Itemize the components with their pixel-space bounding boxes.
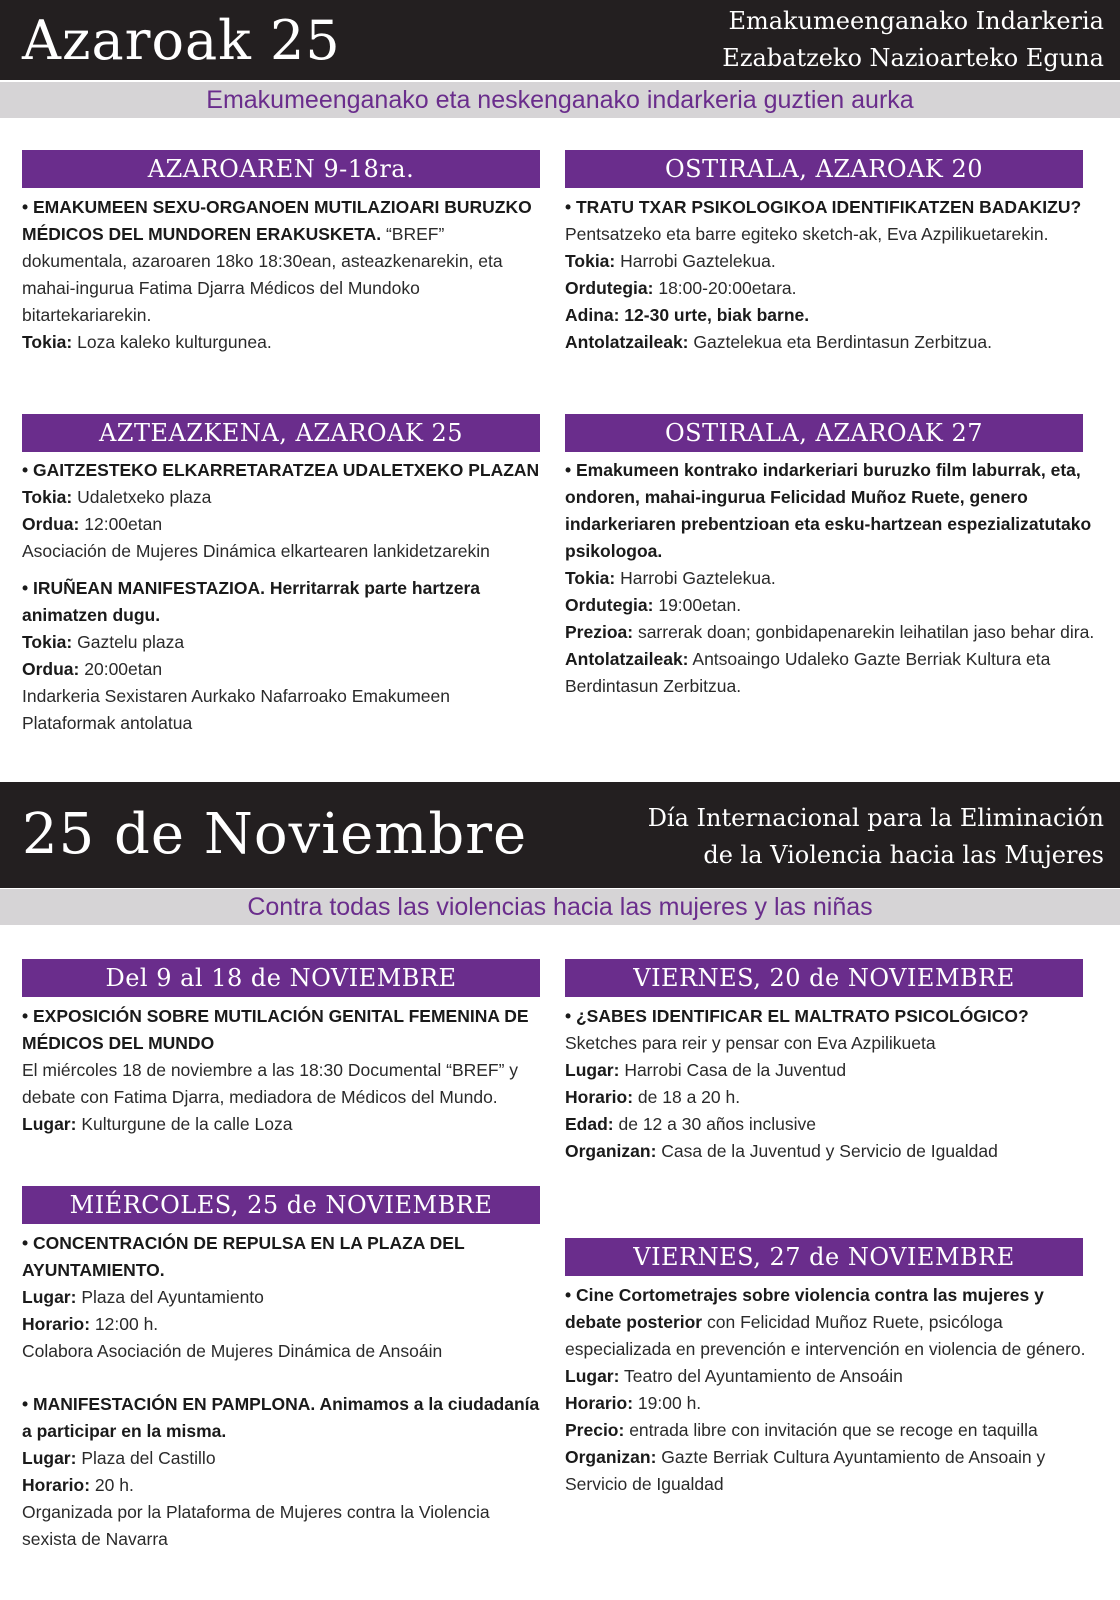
- es-section-4: [565, 1282, 1095, 1498]
- eu-section-4: [565, 457, 1095, 700]
- eu-banner-right-line1: Emakumeenganako Indarkeria: [728, 7, 1104, 35]
- event-age: Edad: de 12 a 30 años inclusive: [565, 1114, 816, 1134]
- eu-banner: [0, 0, 1120, 80]
- eu-section-1: [22, 194, 542, 356]
- event-location: Tokia: Harrobi Gaztelekua.: [565, 568, 776, 588]
- event-location: Tokia: Loza kaleko kulturgunea.: [22, 332, 272, 352]
- eu-heading-1: AZAROAREN 9-18ra.: [22, 150, 540, 188]
- event-title: • EXPOSICIÓN SOBRE MUTILACIÓN GENITAL FEMENINA DE MÉDICOS DEL MUNDO: [22, 1006, 529, 1053]
- event-title: • MANIFESTACIÓN EN PAMPLONA. Animamos a la ciudadanía a participar en la misma.: [22, 1394, 540, 1441]
- es-heading-2: VIERNES, 20 de NOVIEMBRE: [565, 959, 1083, 997]
- es-banner-right-line1: Día Internacional para la Eliminación: [647, 804, 1104, 832]
- event-time: Horario: 12:00 h.: [22, 1314, 159, 1334]
- eu-banner-title: Azaroak 25: [22, 9, 341, 72]
- event-description: Pentsatzeko eta barre egiteko sketch-ak, Eva Azpilikuetarekin.: [565, 224, 1049, 244]
- event-note: Organizada por la Plataforma de Mujeres contra la Violencia sexista de Navarra: [22, 1502, 490, 1549]
- event-description: Sketches para reir y pensar con Eva Azpilikueta: [565, 1033, 936, 1053]
- event-title: • GAITZESTEKO ELKARRETARATZEA UDALETXEKO PLAZAN: [22, 460, 540, 480]
- event-location: Lugar: Kulturgune de la calle Loza: [22, 1114, 293, 1134]
- event-time: Ordua: 12:00etan: [22, 514, 163, 534]
- es-subtitle: Contra todas las violencias hacia las mujeres y las niñas: [0, 889, 1120, 925]
- event-location: Tokia: Udaletxeko plaza: [22, 487, 212, 507]
- event-organizers: Antolatzaileak: Antsoaingo Udaleko Gazte Berriak Kultura eta Berdintasun Zerbitzua.: [565, 649, 1051, 696]
- eu-heading-4: OSTIRALA, AZAROAK 27: [565, 414, 1083, 452]
- event-location: Tokia: Gaztelu plaza: [22, 632, 185, 652]
- event-description: • Cine Cortometrajes sobre violencia contra las mujeres y debate posterior con Felicidad Muñoz Ruete, psicóloga especializada en prevención e intervención en violencia de género.: [565, 1285, 1086, 1359]
- eu-heading-3: AZTEAZKENA, AZAROAK 25: [22, 414, 540, 452]
- es-heading-3: MIÉRCOLES, 25 de NOVIEMBRE: [22, 1186, 540, 1224]
- event-location: Lugar: Teatro del Ayuntamiento de Ansoáin: [565, 1366, 903, 1386]
- es-banner-title: 25 de Noviembre: [22, 802, 528, 867]
- event-note: Colabora Asociación de Mujeres Dinámica de Ansoáin: [22, 1341, 443, 1361]
- event-note: Indarkeria Sexistaren Aurkako Nafarroako Emakumeen Plataformak antolatua: [22, 686, 450, 733]
- event-title: • Emakumeen kontrako indarkeriari buruzko film laburrak, eta, ondoren, mahai-ingurua Felicidad Muñoz Ruete, genero indarkeriaren prebentzioan eta esku-hartzean espezializatutako psikologoa.: [565, 460, 1092, 561]
- event-organizers: Antolatzaileak: Gaztelekua eta Berdintasun Zerbitzua.: [565, 332, 993, 352]
- event-description: • EMAKUMEEN SEXU-ORGANOEN MUTILAZIOARI BURUZKO MÉDICOS DEL MUNDOREN ERAKUSKETA. “BREF” dokumentala, azaroaren 18ko 18:30ean, asteazkenarekin, eta mahai-ingurua Fatima Djarra Médicos del Mundoko bitartekariarekin.: [22, 197, 532, 325]
- es-heading-1: Del 9 al 18 de NOVIEMBRE: [22, 959, 540, 997]
- event-time: Horario: 20 h.: [22, 1475, 134, 1495]
- event-price: Precio: entrada libre con invitación que se recoge en taquilla: [565, 1420, 1038, 1440]
- event-price: Prezioa: sarrerak doan; gonbidapenarekin leihatilan jaso behar dira.: [565, 622, 1095, 642]
- event-organizers: Organizan: Casa de la Juventud y Servicio de Igualdad: [565, 1141, 998, 1161]
- es-banner-right-line2: de la Violencia hacia las Mujeres: [703, 841, 1104, 869]
- es-section-3: [22, 1230, 542, 1553]
- event-title: • ¿SABES IDENTIFICAR EL MALTRATO PSICOLÓGICO?: [565, 1006, 1029, 1026]
- event-age: Adina: 12-30 urte, biak barne.: [565, 305, 810, 325]
- event-title: • TRATU TXAR PSIKOLOGIKOA IDENTIFIKATZEN BADAKIZU?: [565, 197, 1082, 217]
- es-section-2: [565, 1003, 1095, 1165]
- eu-subtitle: Emakumeenganako eta neskenganako indarkeria guztien aurka: [0, 82, 1120, 118]
- event-time: Ordutegia: 18:00-20:00etara.: [565, 278, 797, 298]
- event-time: Horario: de 18 a 20 h.: [565, 1087, 741, 1107]
- eu-banner-right-line2: Ezabatzeko Nazioarteko Eguna: [722, 44, 1104, 72]
- eu-section-3: [22, 457, 542, 737]
- eu-banner-right: [722, 3, 1104, 77]
- event-location: Lugar: Plaza del Ayuntamiento: [22, 1287, 264, 1307]
- eu-section-2: [565, 194, 1095, 356]
- event-note: Asociación de Mujeres Dinámica elkartearen lankidetzarekin: [22, 541, 490, 561]
- es-banner: [0, 782, 1120, 888]
- event-time: Horario: 19:00 h.: [565, 1393, 702, 1413]
- event-location: Tokia: Harrobi Gaztelekua.: [565, 251, 776, 271]
- es-section-1: [22, 1003, 542, 1138]
- event-time: Ordua: 20:00etan: [22, 659, 163, 679]
- es-heading-4: VIERNES, 27 de NOVIEMBRE: [565, 1238, 1083, 1276]
- es-banner-right: [648, 800, 1104, 874]
- eu-heading-2: OSTIRALA, AZAROAK 20: [565, 150, 1083, 188]
- event-location: Lugar: Plaza del Castillo: [22, 1448, 216, 1468]
- event-description: El miércoles 18 de noviembre a las 18:30 Documental “BREF” y debate con Fatima Djarra, mediadora de Médicos del Mundo.: [22, 1060, 519, 1107]
- event-title: • CONCENTRACIÓN DE REPULSA EN LA PLAZA DEL AYUNTAMIENTO.: [22, 1233, 465, 1280]
- event-location: Lugar: Harrobi Casa de la Juventud: [565, 1060, 847, 1080]
- event-organizers: Organizan: Gazte Berriak Cultura Ayuntamiento de Ansoain y Servicio de Igualdad: [565, 1447, 1046, 1494]
- event-title: • IRUÑEAN MANIFESTAZIOA. Herritarrak parte hartzera animatzen dugu.: [22, 578, 480, 625]
- event-time: Ordutegia: 19:00etan.: [565, 595, 742, 615]
